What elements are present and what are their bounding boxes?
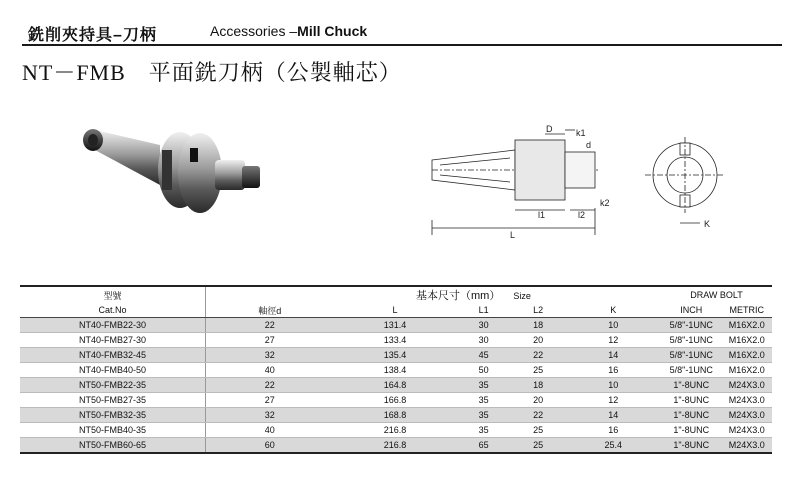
draw-bolt-metric-cell: M16X2.0	[722, 363, 772, 378]
length-L2-cell: 18	[511, 318, 566, 333]
product-photo	[70, 110, 280, 230]
cat-no-cell: NT50-FMB22-35	[20, 378, 206, 393]
table-row	[20, 378, 772, 393]
header-title-zh-part1: 銑削夾持具–	[28, 27, 123, 44]
length-L-cell: 166.8	[334, 393, 457, 408]
label-l2: l2	[578, 210, 586, 220]
label-k1: k1	[576, 128, 586, 138]
shaft-diameter-cell: 27	[206, 393, 334, 408]
length-L2-cell: 25	[511, 438, 566, 454]
draw-bolt-metric-cell: M24X3.0	[722, 408, 772, 423]
length-L-cell: 138.4	[334, 363, 457, 378]
side-view-drawing	[420, 120, 630, 245]
cat-no-cell: NT50-FMB32-35	[20, 408, 206, 423]
cat-no-cell: NT40-FMB40-50	[20, 363, 206, 378]
header-title-en	[210, 23, 367, 39]
col-header-L2: L2	[511, 303, 566, 318]
draw-bolt-metric-cell: M16X2.0	[722, 348, 772, 363]
table-row	[20, 438, 772, 454]
table-row	[20, 318, 772, 333]
label-d: d	[586, 140, 592, 150]
length-L2-cell: 20	[511, 393, 566, 408]
shaft-diameter-cell: 40	[206, 363, 334, 378]
length-L1-cell: 35	[456, 378, 511, 393]
draw-bolt-inch-cell: 5/8"-1UNC	[661, 348, 722, 363]
cat-no-cell: NT50-FMB60-65	[20, 438, 206, 454]
header-title-zh	[28, 22, 157, 45]
length-L-cell: 135.4	[334, 348, 457, 363]
length-L1-cell: 35	[456, 408, 511, 423]
draw-bolt-inch-cell: 1"-8UNC	[661, 378, 722, 393]
spec-table	[20, 285, 772, 454]
cat-no-cell: NT40-FMB32-45	[20, 348, 206, 363]
size-K-cell: 12	[565, 333, 661, 348]
draw-bolt-inch-cell: 1"-8UNC	[661, 423, 722, 438]
model-title: NT－FMB 平面銑刀柄（公製軸芯）	[22, 60, 402, 85]
draw-bolt-metric-cell: M24X3.0	[722, 393, 772, 408]
draw-bolt-inch-cell: 1"-8UNC	[661, 408, 722, 423]
shaft-diameter-cell: 60	[206, 438, 334, 454]
basic-size-header	[206, 286, 662, 303]
label-k2: k2	[600, 198, 610, 208]
header-title-en-part2: Mill Chuck	[297, 23, 368, 39]
table-row	[20, 363, 772, 378]
table-row	[20, 393, 772, 408]
draw-bolt-header: DRAW BOLT	[661, 286, 772, 303]
shaft-diameter-cell: 27	[206, 333, 334, 348]
draw-bolt-metric-cell: M24X3.0	[722, 423, 772, 438]
draw-bolt-metric-cell: M16X2.0	[722, 318, 772, 333]
length-L-cell: 168.8	[334, 408, 457, 423]
length-L1-cell: 45	[456, 348, 511, 363]
draw-bolt-inch-cell: 5/8"-1UNC	[661, 318, 722, 333]
size-K-cell: 10	[565, 378, 661, 393]
length-L-cell: 164.8	[334, 378, 457, 393]
size-K-cell: 16	[565, 423, 661, 438]
page-header	[22, 18, 782, 46]
draw-bolt-inch-cell: 5/8"-1UNC	[661, 333, 722, 348]
col-header-L1: L1	[456, 303, 511, 318]
cat-no-cell: NT40-FMB27-30	[20, 333, 206, 348]
col-header-metric: METRIC	[722, 303, 772, 318]
length-L1-cell: 65	[456, 438, 511, 454]
label-K: K	[704, 219, 711, 229]
length-L2-cell: 18	[511, 378, 566, 393]
size-K-cell: 14	[565, 408, 661, 423]
table-row	[20, 333, 772, 348]
draw-bolt-metric-cell: M24X3.0	[722, 378, 772, 393]
size-K-cell: 25.4	[565, 438, 661, 454]
size-K-cell: 16	[565, 363, 661, 378]
shaft-diameter-cell: 40	[206, 423, 334, 438]
length-L-cell: 216.8	[334, 423, 457, 438]
draw-bolt-metric-cell: M16X2.0	[722, 333, 772, 348]
header-title-en-part1: Accessories –	[210, 23, 298, 39]
shaft-diameter-cell: 22	[206, 318, 334, 333]
length-L-cell: 131.4	[334, 318, 457, 333]
table-row	[20, 423, 772, 438]
cat-no-cell: NT40-FMB22-30	[20, 318, 206, 333]
cat-no-cell: NT50-FMB40-35	[20, 423, 206, 438]
draw-bolt-inch-cell: 1"-8UNC	[661, 438, 722, 454]
length-L2-cell: 20	[511, 333, 566, 348]
label-L: L	[510, 230, 516, 240]
length-L1-cell: 30	[456, 318, 511, 333]
col-header-inch: INCH	[661, 303, 722, 318]
length-L2-cell: 22	[511, 408, 566, 423]
shaft-diameter-cell: 32	[206, 348, 334, 363]
size-K-cell: 12	[565, 393, 661, 408]
size-K-cell: 10	[565, 318, 661, 333]
model-header-en: Cat.No	[20, 303, 206, 318]
table-row	[20, 348, 772, 363]
draw-bolt-inch-cell: 5/8"-1UNC	[661, 363, 722, 378]
draw-bolt-metric-cell: M24X3.0	[722, 438, 772, 454]
header-title-zh-part2: 刀柄	[122, 27, 157, 44]
length-L2-cell: 25	[511, 423, 566, 438]
spec-table-body	[20, 318, 772, 454]
table-row	[20, 408, 772, 423]
shaft-diameter-cell: 22	[206, 378, 334, 393]
basic-size-label: 基本尺寸（mm）	[416, 290, 501, 302]
length-L1-cell: 35	[456, 423, 511, 438]
shaft-diameter-cell: 32	[206, 408, 334, 423]
col-header-L: L	[334, 303, 457, 318]
col-header-K: K	[565, 303, 661, 318]
length-L2-cell: 25	[511, 363, 566, 378]
end-view-drawing	[640, 135, 730, 235]
length-L1-cell: 35	[456, 393, 511, 408]
length-L1-cell: 30	[456, 333, 511, 348]
length-L2-cell: 22	[511, 348, 566, 363]
length-L1-cell: 50	[456, 363, 511, 378]
size-K-cell: 14	[565, 348, 661, 363]
label-D: D	[546, 124, 553, 134]
draw-bolt-inch-cell: 1"-8UNC	[661, 393, 722, 408]
col-header-d: 軸徑d	[206, 303, 334, 318]
length-L-cell: 216.8	[334, 438, 457, 454]
length-L-cell: 133.4	[334, 333, 457, 348]
cat-no-cell: NT50-FMB27-35	[20, 393, 206, 408]
size-label: Size	[513, 291, 531, 301]
label-l1: l1	[538, 210, 546, 220]
model-header-zh: 型號	[20, 286, 206, 303]
